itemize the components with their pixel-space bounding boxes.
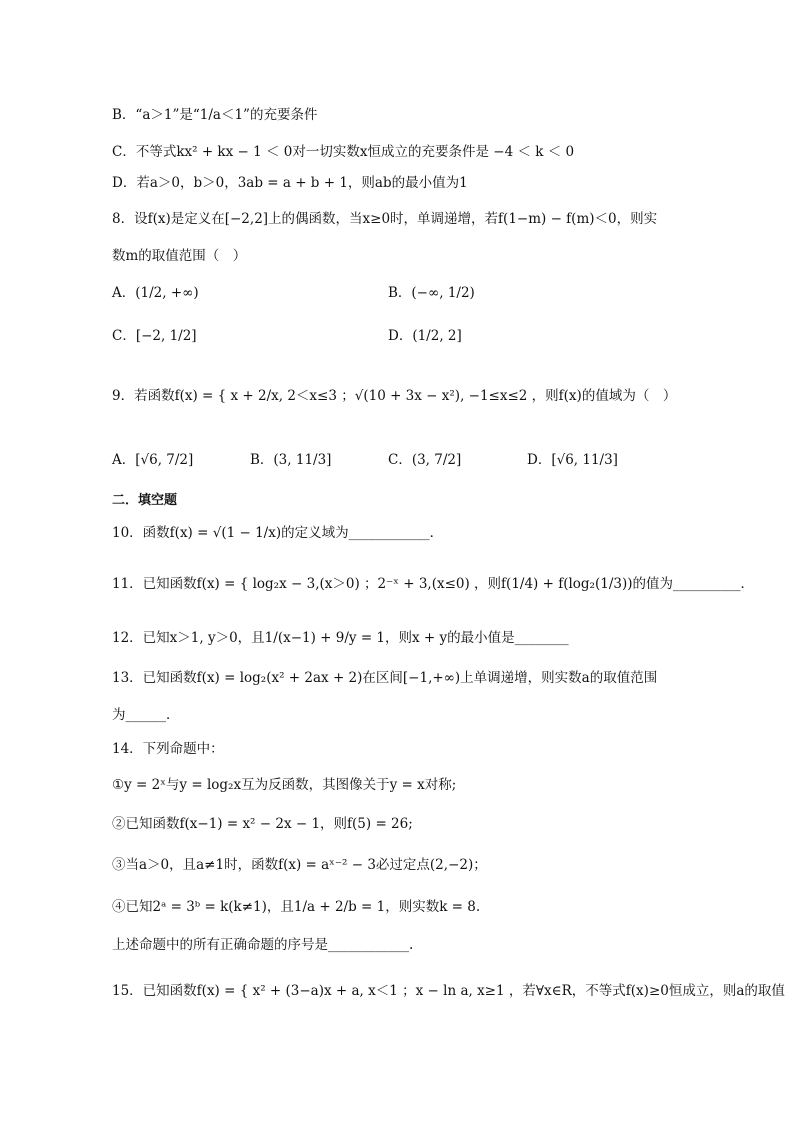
q8-stem-line2: 数m的取值范围（ ） xyxy=(112,248,247,264)
q14-proposition-1: ①y = 2ˣ与y = log₂x互为反函数，其图像关于y = x对称; xyxy=(112,777,457,793)
question-15: 15．已知函数f(x) = { x² + (3−a)x + a, x＜1 ；x − ln a, x≥1 ，若∀x∈R，不等式f(x)≥0恒成立，则a的取值 xyxy=(112,983,785,999)
q14-proposition-3: ③当a＞0，且a≠1时，函数f(x) = aˣ⁻² − 3必过定点(2,−2)； xyxy=(112,857,487,873)
q8-option-b: B．(−∞, 1/2) xyxy=(388,285,475,301)
question-12: 12．已知x＞1, y＞0，且1/(x−1) + 9/y = 1，则x + y的最小值是________ xyxy=(112,630,569,646)
q13-line1: 13．已知函数f(x) = log₂(x² + 2ax + 2)在区间[−1,+∞)上单调递增，则实数a的取值范围 xyxy=(112,670,658,686)
question-10: 10．函数f(x) = √(1 − 1/x)的定义域为____________． xyxy=(112,525,444,541)
section-heading: 二．填空题 xyxy=(112,493,178,508)
q14-conclusion: 上述命题中的所有正确命题的序号是____________. xyxy=(112,937,414,953)
q9-option-a: A．[√6, 7/2] xyxy=(112,452,194,468)
q7-option-b: B．“a＞1”是“1/a＜1”的充要条件 xyxy=(112,107,318,123)
q8-option-a: A．(1/2, +∞) xyxy=(112,285,199,301)
q9-option-d: D．[√6, 11/3] xyxy=(527,452,618,468)
q8-stem-line1: 8．设f(x)是定义在[−2,2]上的偶函数，当x≥0时，单调递增，若f(1−m) − f(m)＜0，则实 xyxy=(112,211,658,227)
q8-option-c: C．[−2, 1/2] xyxy=(112,328,197,344)
question-11: 11．已知函数f(x) = { log₂x − 3,(x＞0) ；2⁻ˣ + 3,(x≤0) ，则f(1/4) + f(log₂(1/3))的值为__________． xyxy=(112,576,755,592)
q14-proposition-2: ②已知函数f(x−1) = x² − 2x − 1，则f(5) = 26; xyxy=(112,816,413,832)
q9-stem: 9．若函数f(x) = { x + 2/x, 2＜x≤3 ；√(10 + 3x − x²), −1≤x≤2 ，则f(x)的值域为（ ） xyxy=(112,388,677,404)
q7-option-c: C．不等式kx² + kx − 1 ＜ 0对一切实数x恒成立的充要条件是 −4 ＜ k ＜ 0 xyxy=(112,144,575,160)
q13-line2: 为______． xyxy=(112,707,180,723)
q14-stem: 14．下列命题中： xyxy=(112,741,224,757)
q14-proposition-4: ④已知2ᵃ = 3ᵇ = k(k≠1)，且1/a + 2/b = 1，则实数k = 8. xyxy=(112,899,481,915)
q9-option-c: C．(3, 7/2] xyxy=(388,452,462,468)
q9-option-b: B．(3, 11/3] xyxy=(250,452,332,468)
q7-option-d: D．若a＞0，b＞0，3ab = a + b + 1，则ab的最小值为1 xyxy=(112,175,468,191)
q8-option-d: D．(1/2, 2] xyxy=(388,328,462,344)
